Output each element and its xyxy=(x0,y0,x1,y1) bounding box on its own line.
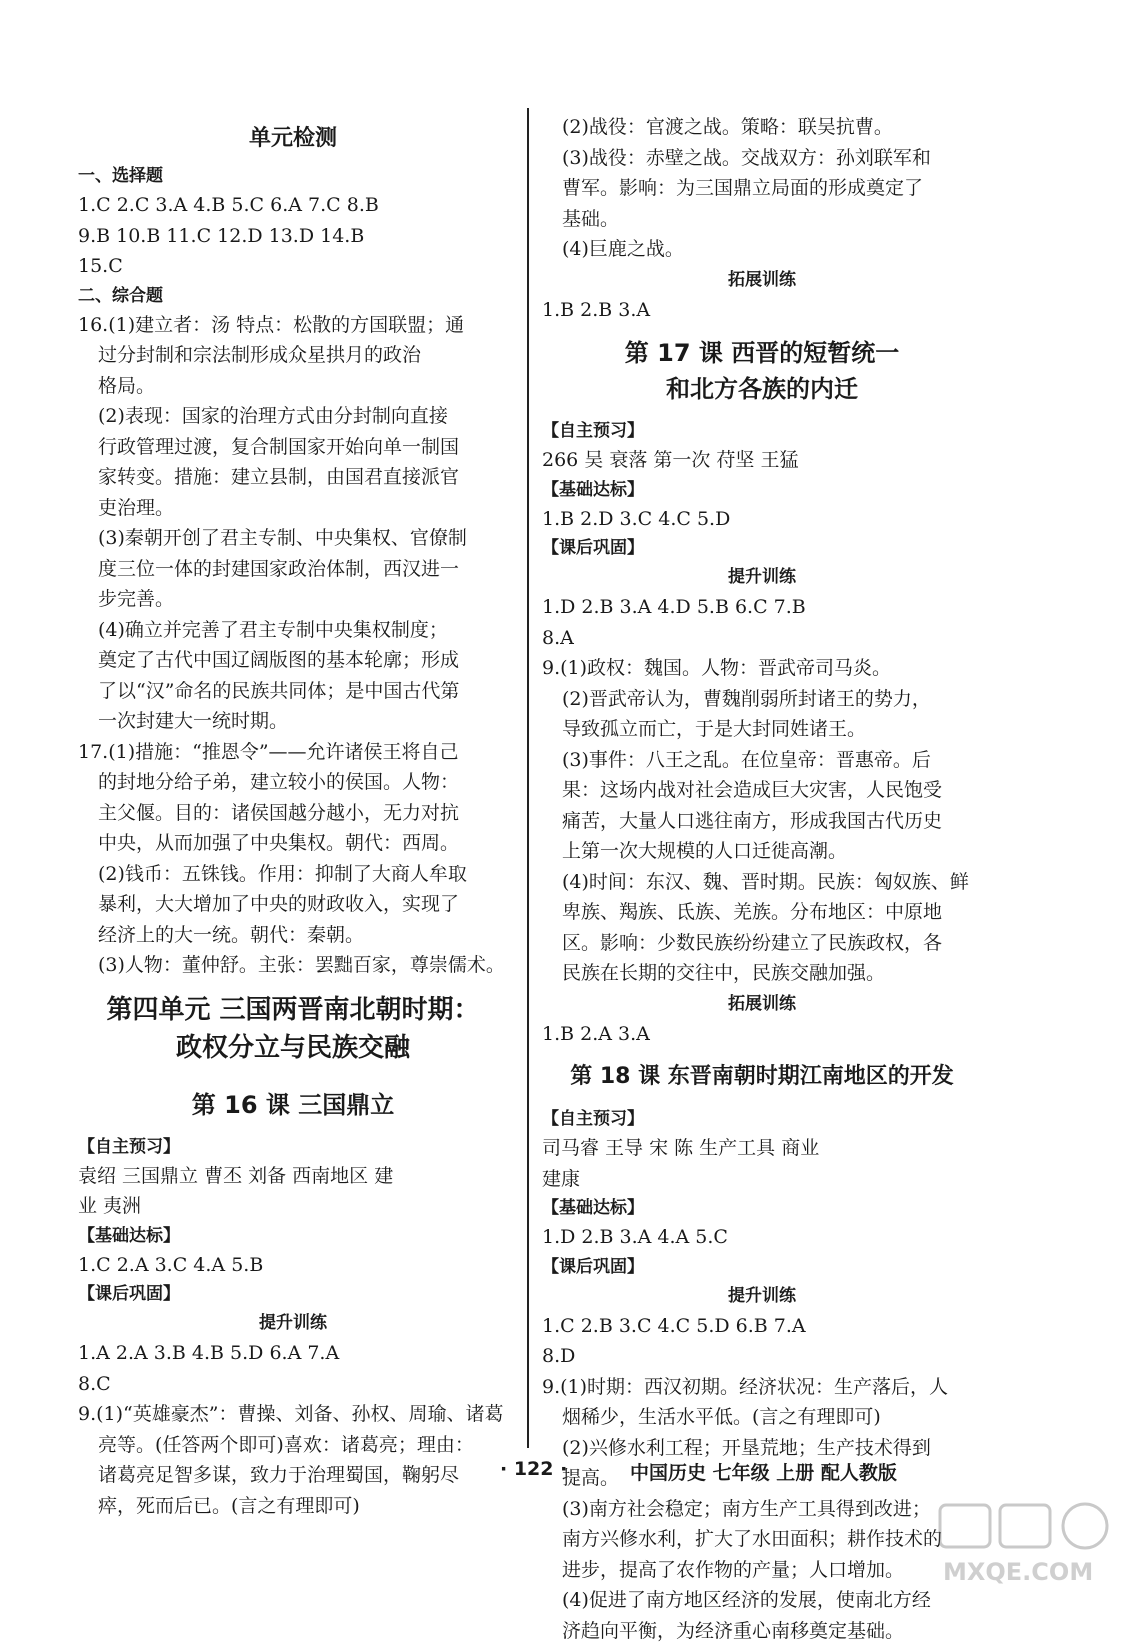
sub-heading: 提升训练 xyxy=(542,1281,982,1311)
page-footer xyxy=(500,1458,1020,1488)
text-line: 中央，从而加强了中央集权。朝代：西周。 xyxy=(78,828,508,859)
text-line: 区。影响：少数民族纷纷建立了民族政权，各 xyxy=(542,928,982,959)
section-heading: 【基础达标】 xyxy=(542,1194,982,1222)
answer-line: 1.C 2.B 3.C 4.C 5.D 6.B 7.A xyxy=(542,1311,982,1342)
text-line: 上第一次大规模的人口迁徙高潮。 xyxy=(542,836,982,867)
sub-heading: 拓展训练 xyxy=(542,989,982,1019)
text-line: 度三位一体的封建国家政治体制，西汉进一 xyxy=(78,554,508,585)
text-line: 业 夷洲 xyxy=(78,1191,508,1222)
text-line: (3)南方社会稳定；南方生产工具得到改进； xyxy=(542,1494,982,1525)
unit-title: 第四单元 三国两晋南北朝时期： xyxy=(78,991,508,1029)
text-line: 诸葛亮足智多谋，致力于治理蜀国，鞠躬尽 xyxy=(78,1460,508,1491)
answer-line: 1.D 2.B 3.A 4.D 5.B 6.C 7.B xyxy=(542,592,982,623)
column-divider xyxy=(527,108,529,1448)
text-line: (3)秦朝开创了君主专制、中央集权、官僚制 xyxy=(78,523,508,554)
unit-test-title: 单元检测 xyxy=(78,122,508,156)
section-heading: 【自主预习】 xyxy=(78,1133,508,1161)
text-line: (4)促进了南方地区经济的发展，使南北方经 xyxy=(542,1585,982,1616)
section-heading: 【课后巩固】 xyxy=(542,534,982,562)
text-line: (2)战役：官渡之战。策略：联吴抗曹。 xyxy=(542,112,982,143)
section-heading: 【课后巩固】 xyxy=(542,1253,982,1281)
answer-line: 1.A 2.A 3.B 4.B 5.D 6.A 7.A xyxy=(78,1338,508,1369)
text-line: 16.(1)建立者：汤 特点：松散的方国联盟；通 xyxy=(78,310,508,341)
unit-title: 政权分立与民族交融 xyxy=(78,1029,508,1067)
lesson-title: 第 16 课 三国鼎立 xyxy=(78,1087,508,1123)
answer-line: 1.C 2.A 3.C 4.A 5.B xyxy=(78,1250,508,1281)
text-line: 烟稀少，生活水平低。(言之有理即可) xyxy=(542,1402,982,1433)
text-line: 痛苦，大量人口逃往南方，形成我国古代历史 xyxy=(542,806,982,837)
lesson-title: 第 18 课 东晋南朝时期江南地区的开发 xyxy=(542,1059,982,1095)
lesson-title: 第 17 课 西晋的短暂统一 xyxy=(542,335,982,371)
answer-line: 1.C 2.C 3.A 4.B 5.C 6.A 7.C 8.B xyxy=(78,190,508,221)
text-line: (2)钱币：五铢钱。作用：抑制了大商人牟取 xyxy=(78,859,508,890)
text-line: 亮等。(任答两个即可)喜欢：诸葛亮；理由： xyxy=(78,1430,508,1461)
section-heading: 【基础达标】 xyxy=(78,1222,508,1250)
answer-line: 1.B 2.D 3.C 4.C 5.D xyxy=(542,504,982,535)
text-line: 果：这场内战对社会造成巨大灾害，人民饱受 xyxy=(542,775,982,806)
page-number: · 122 · xyxy=(500,1458,567,1480)
text-line: (4)巨鹿之战。 xyxy=(542,234,982,265)
watermark-logo xyxy=(935,1500,1125,1590)
text-line: 9.(1)时期：西汉初期。经济状况：生产落后，人 xyxy=(542,1372,982,1403)
text-line: 导致孤立而亡，于是大封同姓诸王。 xyxy=(542,714,982,745)
text-line: 袁绍 三国鼎立 曹丕 刘备 西南地区 建 xyxy=(78,1161,508,1192)
text-line: 进步，提高了农作物的产量；人口增加。 xyxy=(542,1555,982,1586)
text-line: 17.(1)措施：“推恩令”——允许诸侯王将自己 xyxy=(78,737,508,768)
text-line: 行政管理过渡，复合制国家开始向单一制国 xyxy=(78,432,508,463)
text-line: 济趋向平衡，为经济重心南移奠定基础。 xyxy=(542,1616,982,1646)
text-line: 建康 xyxy=(542,1164,982,1195)
text-line: (3)人物：董仲舒。主张：罢黜百家，尊崇儒术。 xyxy=(78,950,508,981)
text-line: 提高。 xyxy=(542,1463,982,1494)
text-line: (2)晋武帝认为，曹魏削弱所封诸王的势力， xyxy=(542,684,982,715)
text-line: 了以“汉”命名的民族共同体；是中国古代第 xyxy=(78,676,508,707)
left-column xyxy=(78,108,508,1521)
text-line: 步完善。 xyxy=(78,584,508,615)
text-line: (3)事件：八王之乱。在位皇帝：晋惠帝。后 xyxy=(542,745,982,776)
text-line: 一次封建大一统时期。 xyxy=(78,706,508,737)
section-heading: 【自主预习】 xyxy=(542,417,982,445)
section-heading: 二、综合题 xyxy=(78,282,508,310)
text-line: 9.(1)“英雄豪杰”：曹操、刘备、孙权、周瑜、诸葛 xyxy=(78,1399,508,1430)
text-line: 南方兴修水利，扩大了水田面积；耕作技术的 xyxy=(542,1524,982,1555)
book-info: 中国历史 七年级 上册 配人教版 xyxy=(630,1458,897,1485)
sub-heading: 提升训练 xyxy=(542,562,982,592)
text-line: 暴利，大大增加了中央的财政收入，实现了 xyxy=(78,889,508,920)
section-heading: 一、选择题 xyxy=(78,162,508,190)
answer-line: 8.C xyxy=(78,1369,508,1400)
text-line: 经济上的大一统。朝代：秦朝。 xyxy=(78,920,508,951)
right-column xyxy=(542,112,982,1646)
answer-line: 1.D 2.B 3.A 4.A 5.C xyxy=(542,1222,982,1253)
text-line: 曹军。影响：为三国鼎立局面的形成奠定了 xyxy=(542,173,982,204)
text-line: 司马睿 王导 宋 陈 生产工具 商业 xyxy=(542,1133,982,1164)
text-line: 吏治理。 xyxy=(78,493,508,524)
text-line: (2)兴修水利工程；开垦荒地；生产技术得到 xyxy=(542,1433,982,1464)
section-heading: 【自主预习】 xyxy=(542,1105,982,1133)
text-line: 9.(1)政权：魏国。人物：晋武帝司马炎。 xyxy=(542,653,982,684)
answer-line: 9.B 10.B 11.C 12.D 13.D 14.B xyxy=(78,221,508,252)
answer-line: 8.D xyxy=(542,1341,982,1372)
text-line: 卑族、羯族、氐族、羌族。分布地区：中原地 xyxy=(542,897,982,928)
text-line: 的封地分给子弟，建立较小的侯国。人物： xyxy=(78,767,508,798)
text-line: 民族在长期的交往中，民族交融加强。 xyxy=(542,958,982,989)
text-line: 奠定了古代中国辽阔版图的基本轮廓；形成 xyxy=(78,645,508,676)
section-heading: 【课后巩固】 xyxy=(78,1280,508,1308)
section-heading: 【基础达标】 xyxy=(542,476,982,504)
text-line: 过分封制和宗法制形成众星拱月的政治 xyxy=(78,340,508,371)
text-line: (2)表现：国家的治理方式由分封制向直接 xyxy=(78,401,508,432)
answer-line: 1.B 2.A 3.A xyxy=(542,1019,982,1050)
sub-heading: 拓展训练 xyxy=(542,265,982,295)
text-line: 瘁，死而后已。(言之有理即可) xyxy=(78,1491,508,1522)
text-line: (4)确立并完善了君主专制中央集权制度； xyxy=(78,615,508,646)
text-line: (3)战役：赤壁之战。交战双方：孙刘联军和 xyxy=(542,143,982,174)
text-line: 格局。 xyxy=(78,371,508,402)
text-line: 基础。 xyxy=(542,204,982,235)
text-line: 家转变。措施：建立县制，由国君直接派官 xyxy=(78,462,508,493)
text-line: 266 吴 衰落 第一次 苻坚 王猛 xyxy=(542,445,982,476)
answer-line: 8.A xyxy=(542,623,982,654)
text-line: (4)时间：东汉、魏、晋时期。民族：匈奴族、鲜 xyxy=(542,867,982,898)
text-line: 主父偃。目的：诸侯国越分越小，无力对抗 xyxy=(78,798,508,829)
answer-line: 15.C xyxy=(78,251,508,282)
sub-heading: 提升训练 xyxy=(78,1308,508,1338)
answer-line: 1.B 2.B 3.A xyxy=(542,295,982,326)
lesson-title: 和北方各族的内迁 xyxy=(542,371,982,407)
watermark-text: MXQE.COM xyxy=(943,1558,1093,1586)
